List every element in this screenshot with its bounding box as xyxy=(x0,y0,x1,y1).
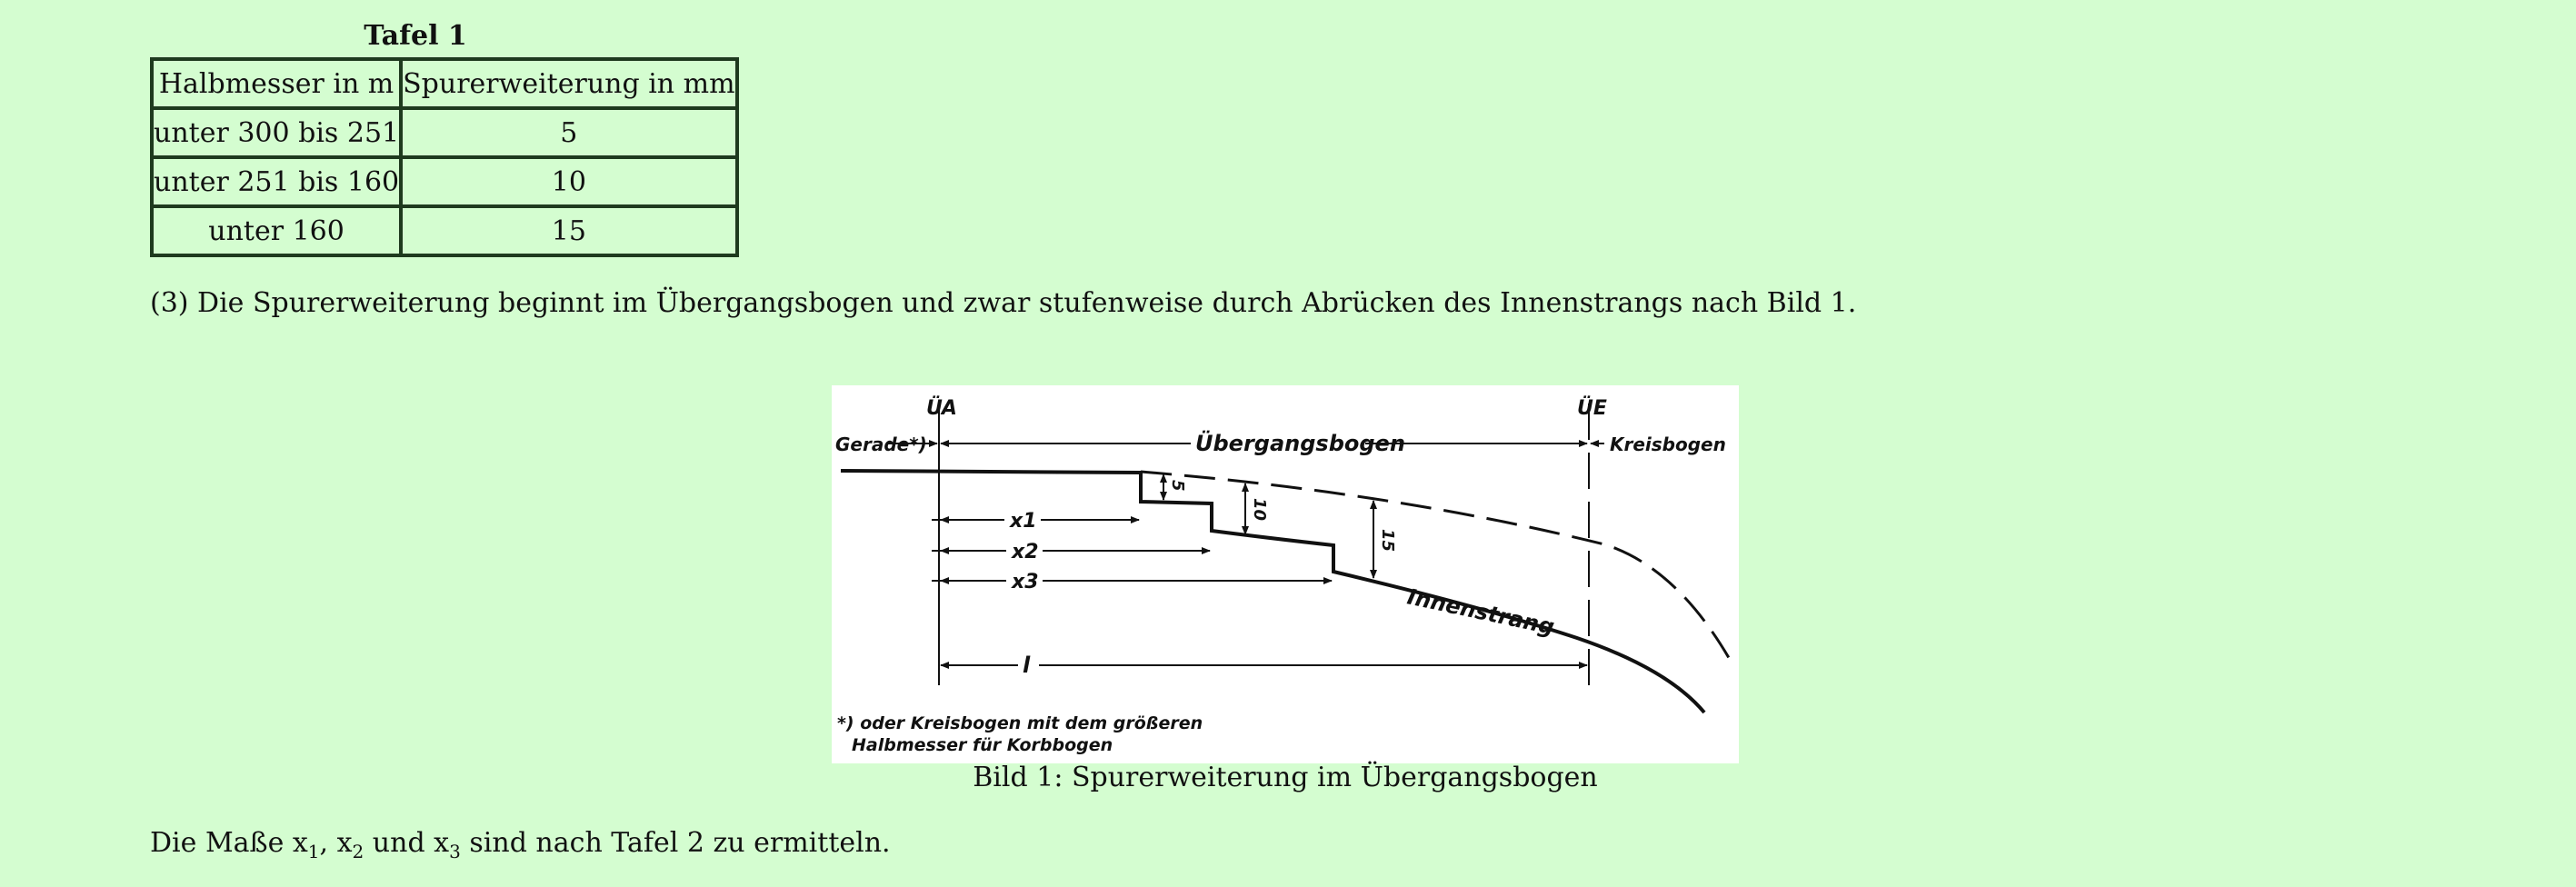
table-title: Tafel 1 xyxy=(364,20,467,52)
dim15-label: 15 xyxy=(1378,529,1397,553)
gerade-label: Gerade*) xyxy=(835,434,927,455)
table-cell: unter 251 bis 160 xyxy=(152,157,401,206)
kreisbogen-label: Kreisbogen xyxy=(1610,434,1726,455)
bottom-text: und x xyxy=(364,827,450,859)
x1-label: x1 xyxy=(1010,510,1037,533)
table-header-cell: Halbmesser in m xyxy=(152,59,401,108)
spurerweiterung-table xyxy=(150,57,739,257)
table-header-row xyxy=(152,59,737,108)
bottom-text: sind nach Tafel 2 zu ermitteln. xyxy=(460,827,891,859)
l-label: l xyxy=(1023,653,1031,678)
ua-label: ÜA xyxy=(926,397,957,420)
innenstrang-line xyxy=(841,471,1704,713)
table-cell: 10 xyxy=(401,157,736,206)
dim10-label: 10 xyxy=(1250,498,1269,522)
uebergangsbogen-label: Übergangsbogen xyxy=(1195,431,1405,456)
dim5-label: 5 xyxy=(1168,480,1187,492)
outer-rail-curve xyxy=(1141,472,1732,663)
table-header-cell: Spurerweiterung in mm xyxy=(401,59,736,108)
subscript: 2 xyxy=(352,841,364,862)
subscript: 1 xyxy=(307,841,320,862)
figure-caption: Bild 1: Spurerweiterung im Übergangsbogen xyxy=(973,762,1598,793)
footnote-line-2: Halbmesser für Korbbogen xyxy=(852,735,1113,755)
x3-label: x3 xyxy=(1012,571,1039,593)
figure-drawing xyxy=(832,385,1739,763)
table-cell: 15 xyxy=(401,206,736,255)
table-row xyxy=(152,157,737,206)
innenstrang-label: Innenstrang xyxy=(1404,583,1557,641)
ue-label: ÜE xyxy=(1577,397,1607,420)
table-row xyxy=(152,206,737,255)
table-cell: unter 300 bis 251 xyxy=(152,108,401,157)
bottom-text: Die Maße x xyxy=(150,827,308,859)
table-cell: unter 160 xyxy=(152,206,401,255)
table-cell: 5 xyxy=(401,108,736,157)
footnote-line-1: *) oder Kreisbogen mit dem größeren xyxy=(837,713,1203,733)
x2-label: x2 xyxy=(1012,541,1039,563)
table-row xyxy=(152,108,737,157)
figure-spurerweiterung xyxy=(832,385,1739,763)
bottom-text: , x xyxy=(319,827,353,859)
subscript: 3 xyxy=(449,841,461,862)
paragraph-3: (3) Die Spurerweiterung beginnt im Übergangsbogen und zwar stufenweise durch Abrücken des Innenstrangs nach Bild 1. xyxy=(150,287,1857,319)
bottom-paragraph xyxy=(150,827,891,862)
